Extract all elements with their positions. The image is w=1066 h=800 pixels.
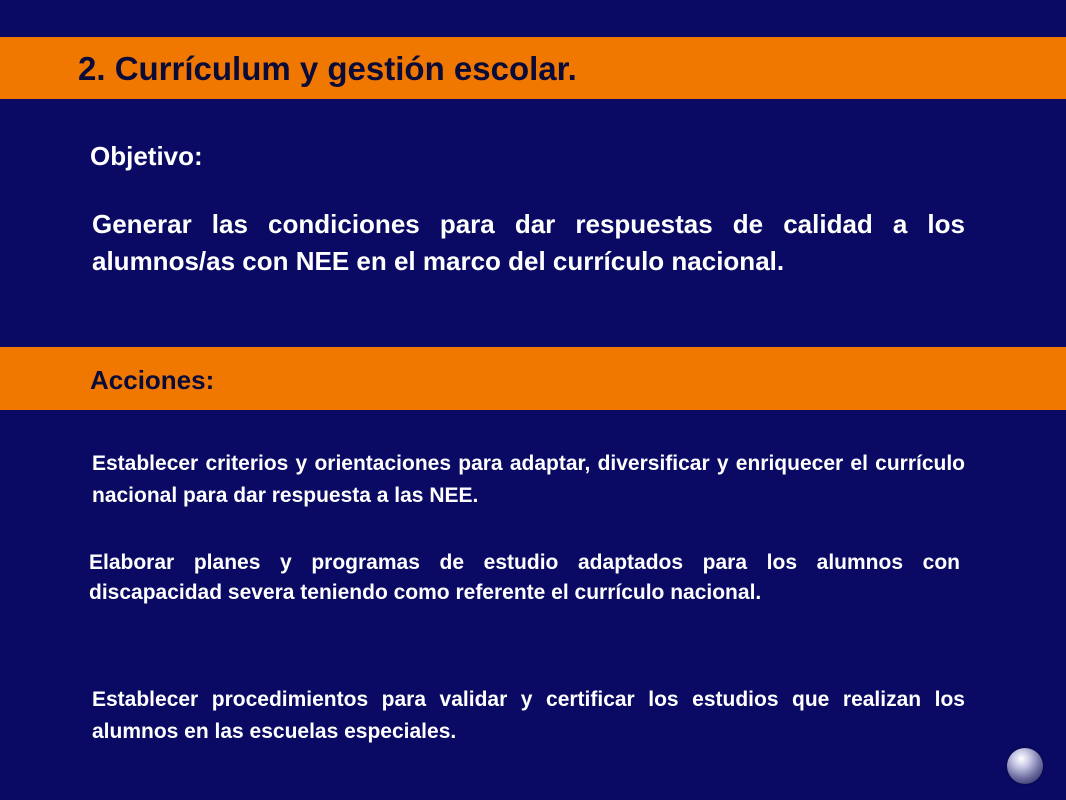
slide-title: 2. Currículum y gestión escolar.	[78, 50, 577, 87]
action-item: Establecer criterios y orientaciones para adaptar, diversificar y enriquecer el currículo nacional para dar respuesta a las NEE.	[92, 452, 965, 507]
objective-text: Generar las condiciones para dar respuestas de calidad a los alumnos/as con NEE en el marco del currículo nacional.	[92, 209, 965, 276]
objective-label: Objetivo:	[90, 141, 203, 171]
actions-label: Acciones:	[90, 365, 215, 395]
action-item: Elaborar planes y programas de estudio adaptados para los alumnos con discapacidad severa teniendo como referente el currículo nacional.	[89, 551, 960, 604]
action-item: Establecer procedimientos para validar y certificar los estudios que realizan los alumnos en las escuelas especiales.	[92, 688, 965, 743]
sphere-button-icon[interactable]	[1007, 748, 1043, 784]
